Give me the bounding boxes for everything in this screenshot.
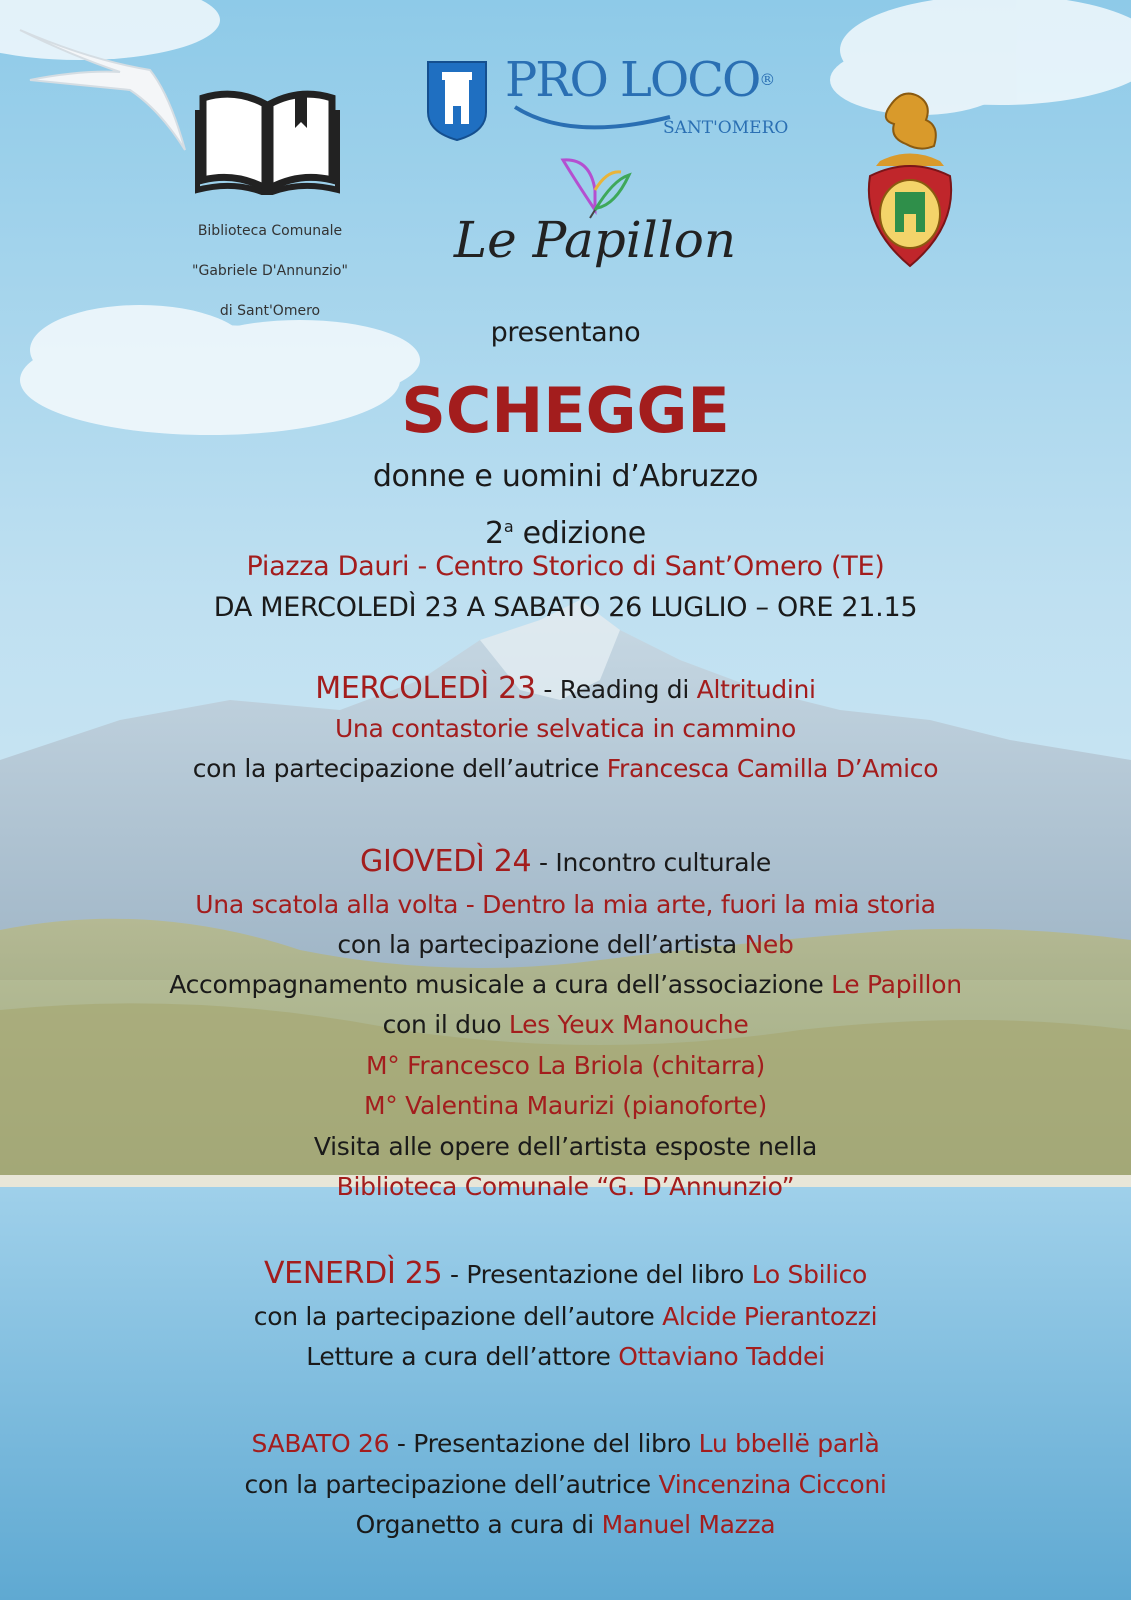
venue: Piazza Dauri - Centro Storico di Sant’Omero (TE): [246, 551, 885, 582]
wed-day: MERCOLEDÌ 23: [315, 671, 536, 706]
edition: [0, 507, 1131, 554]
thu-day: GIOVEDÌ 24: [360, 844, 532, 879]
dates: DA MERCOLEDÌ 23 A SABATO 26 LUGLIO – ORE 21.15: [213, 592, 918, 623]
thu-duo: [0, 1008, 1131, 1042]
sat-work: Lu bbellë parlà: [698, 1429, 880, 1458]
thu-type: - Incontro culturale: [531, 848, 771, 877]
fri-with-prefix: con la partecipazione dell’autore: [253, 1302, 663, 1331]
proloco-town: SANT'OMERO: [663, 118, 789, 138]
thu-visit: Visita alle opere dell’artista esposte nella: [313, 1132, 818, 1161]
event-title: SCHEGGE: [401, 374, 730, 447]
fri-with-name: Alcide Pierantozzi: [662, 1302, 878, 1331]
sat-music-prefix: Organetto a cura di: [355, 1510, 602, 1539]
wed-with-prefix: con la partecipazione dell’autrice: [192, 754, 607, 783]
thu-with-prefix: con la partecipazione dell’artista: [337, 930, 745, 959]
sat-with: [0, 1468, 1131, 1502]
presentano-text: presentano: [490, 317, 641, 348]
thu-with: [0, 928, 1131, 962]
edition-number: 2: [485, 516, 504, 551]
fri-with: [0, 1300, 1131, 1334]
sat-type: - Presentazione del libro: [389, 1429, 699, 1458]
thu-heading: [0, 845, 1131, 880]
wed-heading: [0, 672, 1131, 707]
wed-with-name: Francesca Camilla D’Amico: [606, 754, 939, 783]
fri-reading-prefix: Letture a cura dell’attore: [306, 1342, 619, 1371]
thu-musician-2: M° Valentina Maurizi (pianoforte): [364, 1091, 767, 1120]
fri-reading: [0, 1340, 1131, 1374]
wed-subtitle: Una contastorie selvatica in cammino: [334, 714, 797, 743]
thu-music-prefix: Accompagnamento musicale a cura dell’associazione: [169, 970, 832, 999]
fri-work: Lo Sbilico: [751, 1260, 868, 1289]
thu-duo-prefix: con il duo: [382, 1010, 509, 1039]
fri-heading: [0, 1257, 1131, 1292]
wed-work: Altritudini: [696, 675, 816, 704]
thu-subtitle: Una scatola alla volta - Dentro la mia arte, fuori la mia storia: [195, 890, 936, 919]
papillon-name: Le Papillon: [453, 211, 737, 269]
thu-visit-place: Biblioteca Comunale “G. D’Annunzio”: [336, 1172, 795, 1201]
sat-day: SABATO 26: [251, 1429, 390, 1458]
library-line2: "Gabriele D'Annunzio": [192, 263, 348, 279]
thu-musician-1: M° Francesco La Briola (chitarra): [366, 1051, 765, 1080]
fri-type: - Presentazione del libro: [442, 1260, 752, 1289]
library-line3: di Sant'Omero: [219, 303, 321, 319]
sat-music: [0, 1508, 1131, 1542]
edition-word: edizione: [522, 516, 646, 551]
thu-with-name: Neb: [744, 930, 794, 959]
sat-with-prefix: con la partecipazione dell’autrice: [244, 1470, 659, 1499]
fri-day: VENERDÌ 25: [263, 1256, 443, 1291]
wed-with: [0, 752, 1131, 786]
sat-music-name: Manuel Mazza: [601, 1510, 776, 1539]
fri-reading-name: Ottaviano Taddei: [618, 1342, 825, 1371]
wed-type: - Reading di: [535, 675, 697, 704]
edition-sup: a: [503, 517, 514, 536]
thu-duo-name: Les Yeux Manouche: [508, 1010, 749, 1039]
sat-with-name: Vincenzina Cicconi: [658, 1470, 887, 1499]
proloco-name: PRO LOCO®: [505, 52, 774, 108]
thu-music: [0, 968, 1131, 1002]
thu-music-name: Le Papillon: [831, 970, 962, 999]
event-subtitle: donne e uomini d’Abruzzo: [372, 459, 759, 494]
library-line1: Biblioteca Comunale: [197, 223, 343, 239]
sat-heading: [0, 1427, 1131, 1461]
